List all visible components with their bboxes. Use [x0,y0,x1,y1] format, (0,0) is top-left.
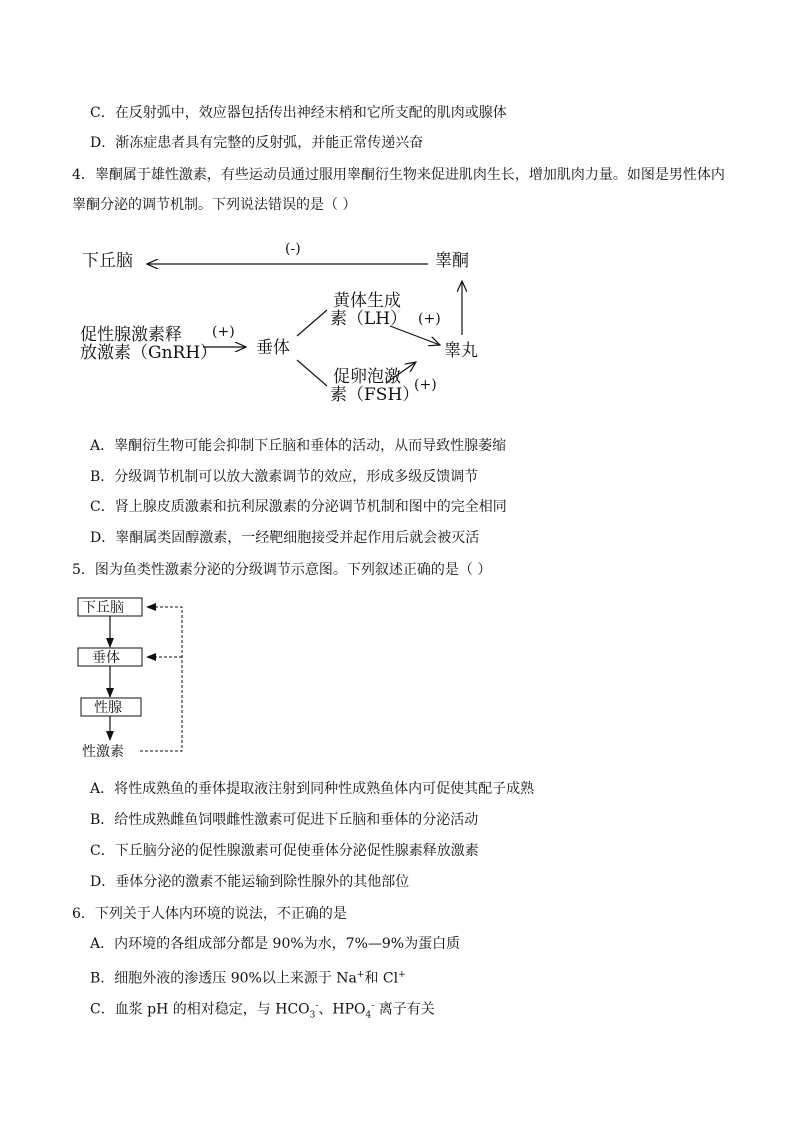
q5-option-d: D．垂体分泌的激素不能运输到除性腺外的其他部位 [90,874,410,890]
q6-option-b-sup2: + [398,970,406,980]
q4-plus-fsh: (+) [414,377,437,393]
q5-option-b: B．给性成熟雌鱼饲喂雌性激素可促进下丘脑和垂体的分泌活动 [90,812,479,828]
q4-branch-up [297,310,327,336]
q5-option-a: A．将性成熟鱼的垂体提取液注射到同种性成熟鱼体内可促使其配子成熟 [90,781,535,797]
q4-testis-label: 睾丸 [444,341,478,361]
q5-hypothalamus-label: 下丘脑 [82,600,124,616]
q6-option-c [90,997,435,1024]
q5-sex-hormone-label: 性激素 [82,744,124,760]
q4-lh-line2: 素（LH） [330,309,408,329]
q5-option-c: C．下丘脑分泌的促性腺激素可促使垂体分泌促性腺素释放激素 [90,843,479,859]
q6-option-c-sub2: 4 [365,1010,372,1021]
q4-pituitary-label: 垂体 [256,338,290,358]
q5-feedback-to-hypothalamus [140,607,182,751]
q5-diagram [78,598,182,760]
q4-branch-down [297,360,327,386]
q6-option-b-text: B．细胞外液的渗透压 90%以上来源于 Na [90,970,357,987]
q6-option-c-mid: 、HPO [318,1001,366,1018]
q4-plus-lh: (+) [418,311,441,327]
q4-stem-line2: 睾酮分泌的调节机制。下列说法错误的是（ ） [72,197,357,213]
q5-pituitary-label: 垂体 [92,650,120,666]
q6-option-c-sup2: - [371,1001,375,1011]
q4-option-b: B．分级调节机制可以放大激素调节的效应，形成多级反馈调节 [90,469,479,485]
q4-fsh-line1: 促卵泡激 [333,367,401,387]
q4-plus-gnrh: (+) [212,324,235,340]
q4-gnrh-line2: 放激素（GnRH） [80,343,218,363]
q4-diagram [80,241,478,405]
q6-option-b-mid: 和 Cl [364,970,399,987]
q4-option-c: C．肾上腺皮质激素和抗利尿激素的分泌调节机制和图中的完全相同 [90,499,507,515]
q4-gnrh-line1: 促性腺激素释 [80,325,182,345]
q4-lh-line1: 黄体生成 [333,291,401,311]
q6-option-c-text: C．血浆 pH 的相对稳定，与 HCO [90,1001,310,1018]
q4-hypothalamus-label: 下丘脑 [82,251,133,271]
q4-option-a: A．睾酮衍生物可能会抑制下丘脑和垂体的活动，从而导致性腺萎缩 [90,438,507,454]
q4-negative-feedback-sign: (-) [285,241,301,257]
q4-option-d: D．睾酮属类固醇激素，一经靶细胞接受并起作用后就会被灭活 [90,530,480,546]
q6-option-c-sup1: - [315,1001,319,1011]
q5-stem: 5．图为鱼类性激素分泌的分级调节示意图。下列叙述正确的是（ ） [72,562,492,578]
q3-option-d: D．渐冻症患者具有完整的反射弧，并能正常传递兴奋 [90,135,424,151]
q3-option-c: C．在反射弧中，效应器包括传出神经末梢和它所支配的肌肉或腺体 [90,105,507,121]
q4-lh-arrow [390,326,440,345]
q4-testosterone-label: 睾酮 [435,251,469,271]
q4-fsh-line2: 素（FSH） [330,385,420,405]
q6-stem: 6．下列关于人体内环境的说法，不正确的是 [72,906,347,922]
q5-gonad-label: 性腺 [94,700,122,716]
q6-option-c-sub1: 3 [309,1010,316,1021]
q6-option-c-end: 离子有关 [374,1001,435,1018]
q6-option-a: A．内环境的各组成部分都是 90%为水，7%—9%为蛋白质 [90,936,461,952]
q6-option-b-sup1: + [356,970,365,980]
q4-stem-line1: 4．睾酮属于雄性激素，有些运动员通过服用睾酮衍生物来促进肌肉生长，增加肌肉力量。如图是男性体内 [72,167,725,183]
q6-option-b [90,966,406,988]
